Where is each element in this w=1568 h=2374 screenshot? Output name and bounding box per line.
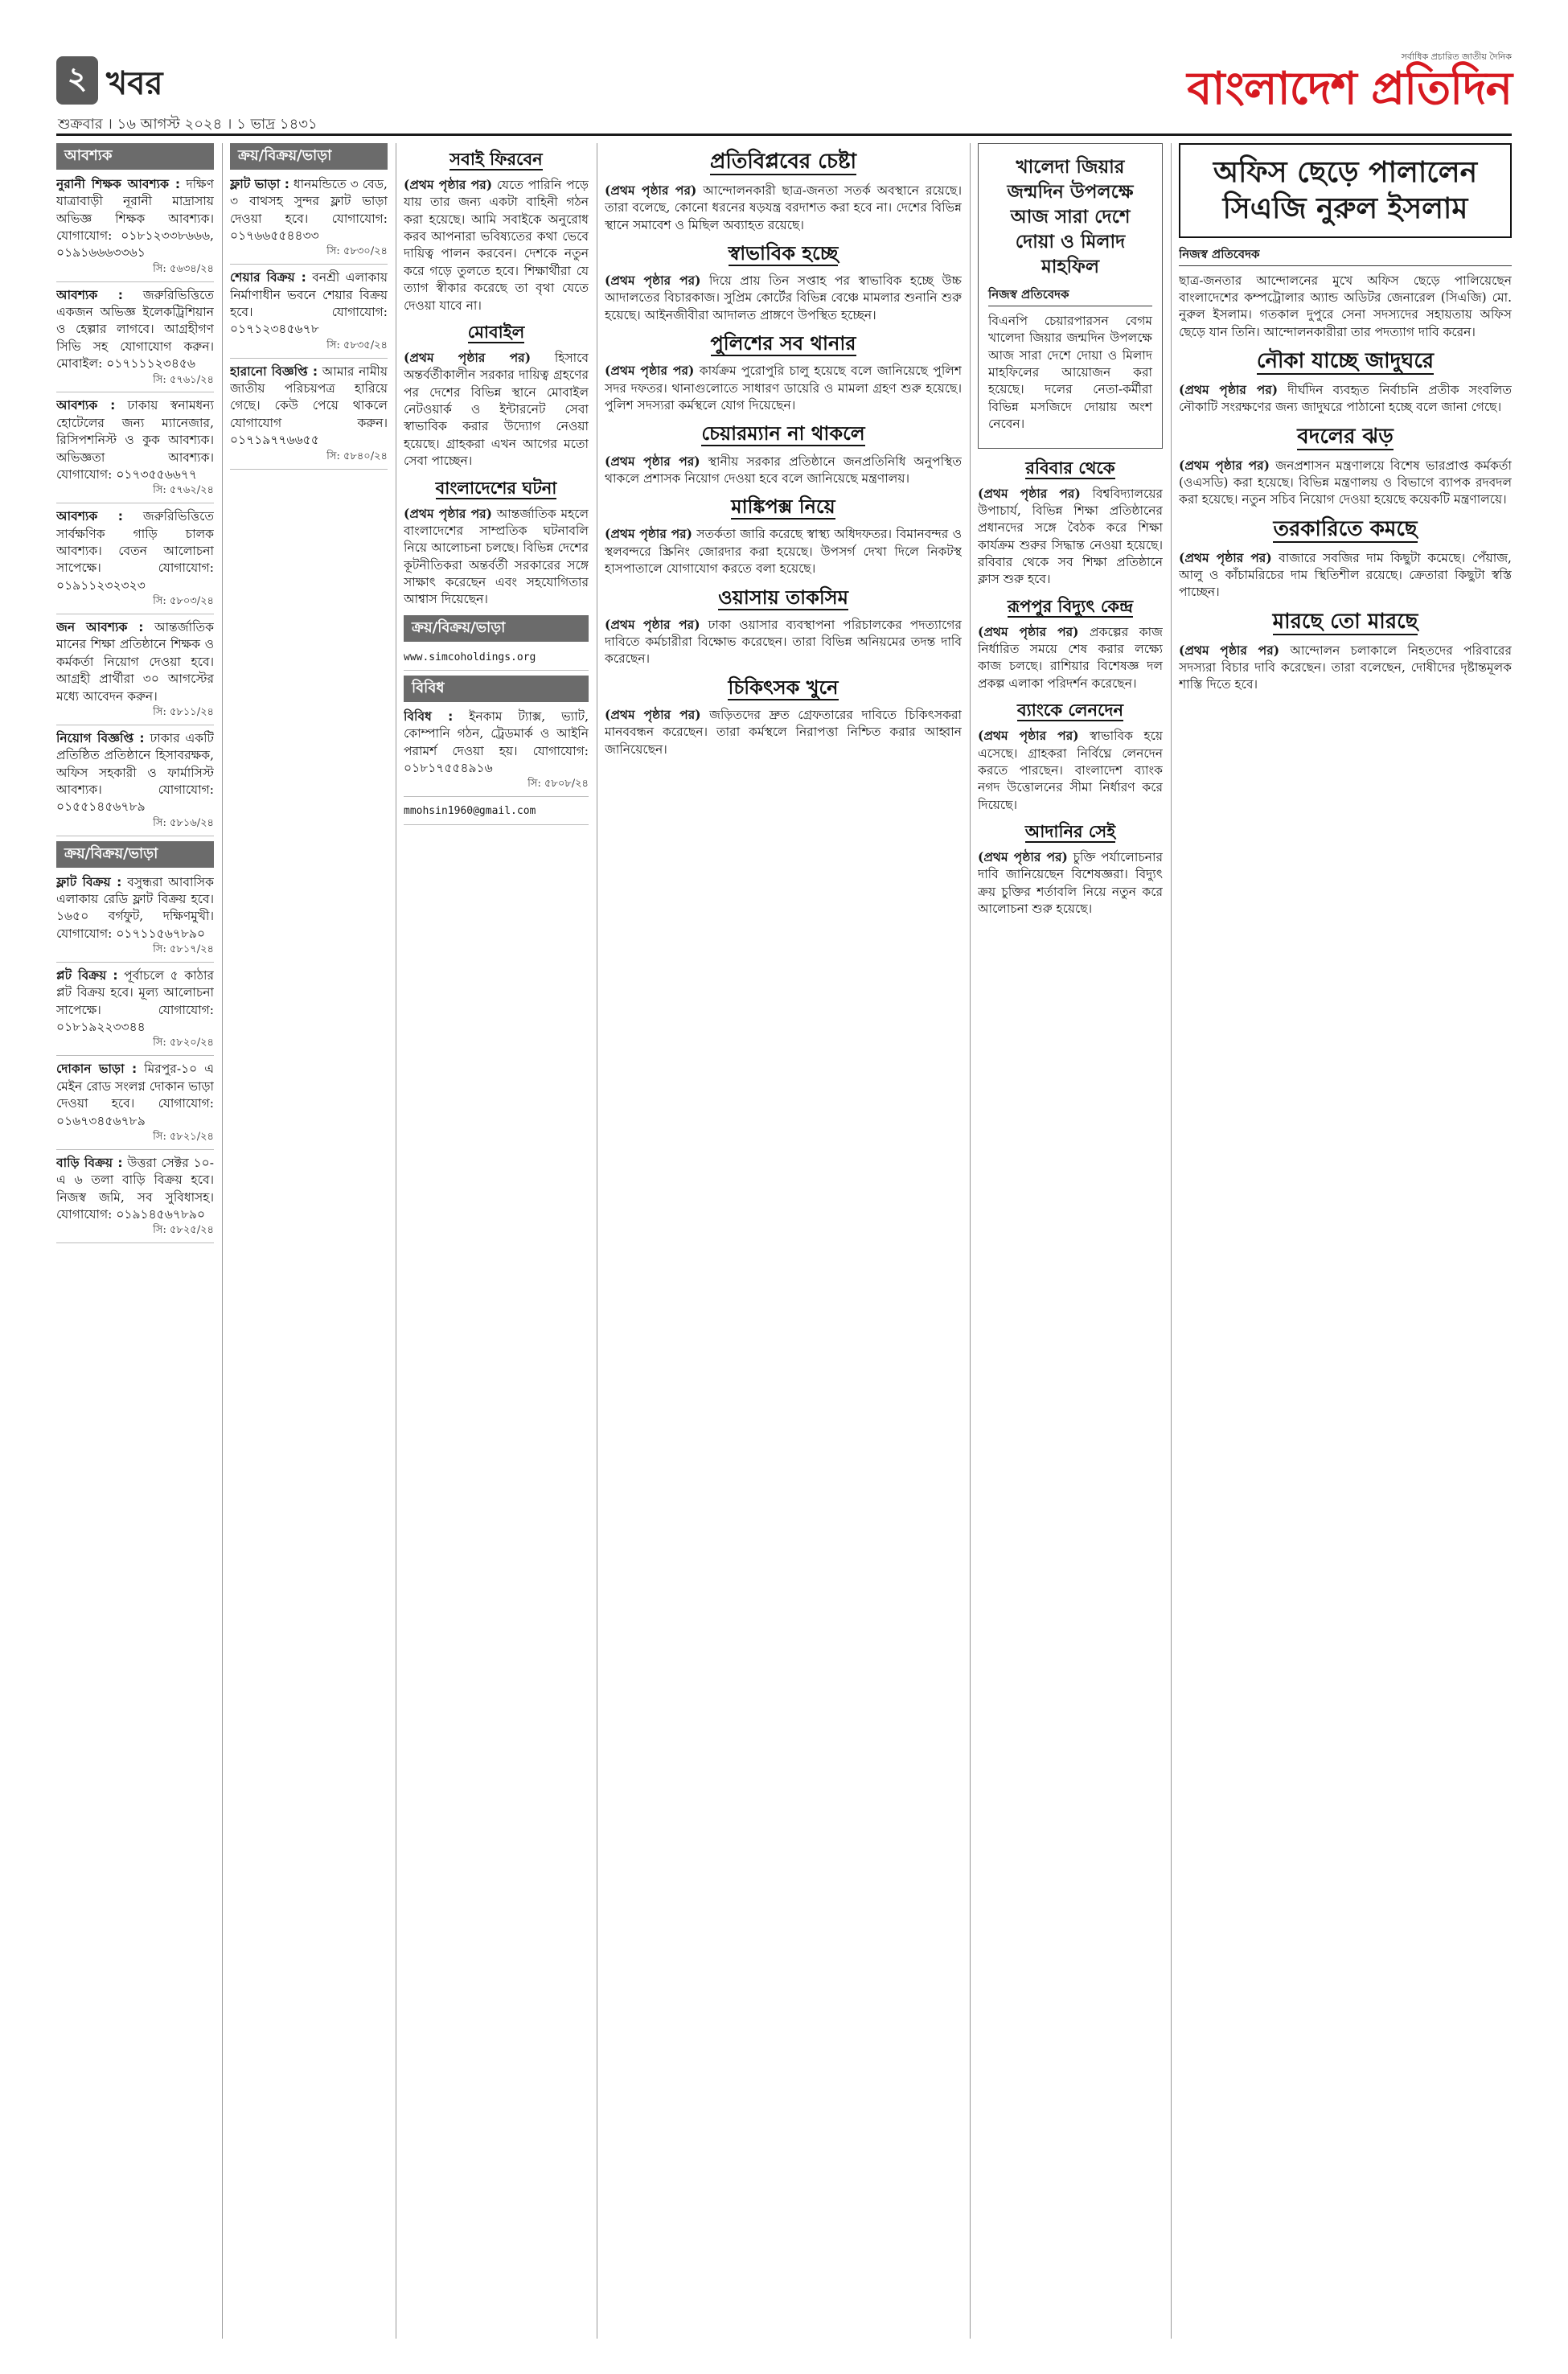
page-number: ২ xyxy=(56,56,98,105)
classified-ad: শেয়ার বিক্রয় : বনশ্রী এলাকায় নির্মাণাধীন ভবনে শেয়ার বিক্রয় হবে। যোগাযোগ: ০১৭১২৩৪৫৬৭৮ সি: ৫৮৩৫/২৪ xyxy=(230,269,388,358)
classifieds-column-1 xyxy=(56,143,214,2339)
dateline: শুক্রবার । ১৬ আগস্ট ২০২৪ । ১ ভাদ্র ১৪৩১ xyxy=(58,116,318,133)
headline-police: পুলিশের সব থানার xyxy=(710,332,856,355)
section-name: খবর xyxy=(106,65,163,102)
sale-head: ক্রয়/বিক্রয়/ভাড়া xyxy=(56,841,214,868)
classified-ad: দোকান ভাড়া : মিরপুর-১০ এ মেইন রোড সংলগ্ন দোকান ভাড়া দেওয়া হবে। যোগাযোগ: ০১৬৭৩৪৫৬৭৮৯ সি: ৫৮২১/২৪ xyxy=(56,1061,214,1149)
sale-head-3: ক্রয়/বিক্রয়/ভাড়া xyxy=(404,615,589,642)
headline-mobile: মোবাইল xyxy=(467,322,525,342)
news-column-7: অফিস ছেড়ে পালালেন সিএজি নুরুল ইসলাম নিজস্ব প্রতিবেদক ছাত্র-জনতার আন্দোলনের মুখে অফিস ছেড়ে পালিয়েছেন বাংলাদেশের কম্পট্রোলার অ্যান্ড অডিটর জেনারেল (সিএজি) মো. নুরুল ইসলাম। গতকাল দুপুরে সেনা সদস্যদের সহায়তায় অফিস ছেড়ে যান তিনি। আন্দোলনকারীরা তার পদত্যাগ দাবি করেন। নৌকা যাচ্ছে জাদুঘরে (প্রথম পৃষ্ঠার পর) দীর্ঘদিন ব্যবহৃত নির্বাচনি প্রতীক সংবলিত নৌকাটি সংরক্ষণের জন্য জাদুঘরে পাঠানো হচ্ছে বলে জানা গেছে। বদলের ঝড় (প্রথম পৃষ্ঠার পর) জনপ্রশাসন মন্ত্রণালয়ে বিশেষ ভারপ্রাপ্ত কর্মকর্তা (ওএসডি) করা হয়েছে। বিভিন্ন মন্ত্রণালয় ও বিভাগে ব্যাপক রদবদল করা হয়েছে। নতুন সচিব নিয়োগ দেওয়া হয়েছে কয়েকটি মন্ত্রণালয়ে। তরকারিতে কমছে (প্রথম পৃষ্ঠার পর) বাজারে সবজির দাম কিছুটা কমেছে। পেঁয়াজ, আলু ও কাঁচামরিচের দাম স্থিতিশীল রয়েছে। ক্রেতারা কিছুটা স্বস্তি পাচ্ছেন। মারছে তো মারছে (প্রথম পৃষ্ঠার পর) আন্দোলন চলাকালে নিহতদের পরিবারের সদস্যরা বিচার দাবি করেছেন। তারা বলেছেন, দোষীদের দৃষ্টান্তমূলক শাস্তি দিতে হবে। xyxy=(1179,143,1512,2339)
brand xyxy=(1187,50,1512,115)
classified-ad: আবশ্যক : জরুরিভিত্তিতে সার্বক্ষণিক গাড়ি চালক আবশ্যক। বেতন আলোচনা সাপেক্ষে। যোগাযোগ: ০১৯১১২৩২৩২৩ সি: ৫৮০৩/২৪ xyxy=(56,508,214,614)
header-rule xyxy=(56,133,1512,136)
classified-ad: আবশ্যক : ঢাকায় স্বনামধন্য হোটেলের জন্য ম্যানেজার, রিসিপশনিস্ট ও কুক আবশ্যক। অভিজ্ঞতা আবশ্যক। যোগাযোগ: ০১৭৩৫৫৬৬৭৭ সি: ৫৭৬২/২৪ xyxy=(56,397,214,503)
headline-bank: ব্যাংকে লেনদেন xyxy=(1016,700,1124,721)
classified-ad xyxy=(404,802,589,824)
reporter: নিজস্ব প্রতিবেদক xyxy=(1179,246,1512,266)
headline-shavabik: স্বাভাবিক হচ্ছে xyxy=(728,242,839,265)
news-column-3: সবাই ফিরবেন (প্রথম পৃষ্ঠার পর) যেতে পারিনি পড়ে যায় তার জন্য একটা বাহিনী গঠন করা হয়েছে। আমি সবাইকে অনুরোধ করব আপনারা ভবিষ্যতের কথা ভেবে দায়িত্ব পালন করবেন। দেশকে নতুন করে গড়ে তুলতে হবে। শিক্ষার্থীরা যে ত্যাগ স্বীকার করেছে তা বৃথা যেতে দেওয়া যাবে না। মোবাইল (প্রথম পৃষ্ঠার পর) হিসাবে অন্তর্বর্তীকালীন সরকার দায়িত্ব গ্রহণের পর দেশের বিভিন্ন স্থানে মোবাইল নেটওয়ার্ক ও ইন্টারনেট সেবা স্বাভাবিক করার উদ্যোগ নেওয়া হয়েছে। গ্রাহকরা এখন আগের মতো সেবা পাচ্ছেন। বাংলাদেশের ঘটনা (প্রথম পৃষ্ঠার পর) আন্তর্জাতিক মহলে বাংলাদেশের সাম্প্রতিক ঘটনাবলি নিয়ে আলোচনা চলছে। বিভিন্ন দেশের কূটনীতিকরা অন্তর্বর্তী সরকারের সঙ্গে সাক্ষাৎ করেছেন এবং সহযোগিতার আশ্বাস দিয়েছেন। ক্রয়/বিক্রয়/ভাড়া www.simcoholdings.org বিবিধ বিবিধ : ইনকাম ট্যাক্স, ভ্যাট, কোম্পানি গঠন, ট্রেডমার্ক ও আইনি পরামর্শ দেওয়া হয়। যোগাযোগ: ০১৮১৭৫৫৪৯১৬ সি: ৫৮০৮/২৪ mmohsin1960@gmail.com xyxy=(404,143,589,2339)
classified-ad: ফ্লাট ভাড়া : ধানমন্ডিতে ৩ বেড, ৩ বাথসহ সুন্দর ফ্লাট ভাড়া দেওয়া হবে। যোগাযোগ: ০১৭৬৬৫৫৪৪৩৩ সি: ৫৮৩০/২৪ xyxy=(230,176,388,265)
classified-ad: আবশ্যক : জরুরিভিত্তিতে একজন অভিজ্ঞ ইলেকট্রিশিয়ান ও হেল্পার লাগবে। আগ্রহীগণ সিভি সহ যোগাযোগ করুন। মোবাইল: ০১৭১১১২৩৪৫৬ সি: ৫৭৬১/২৪ xyxy=(56,287,214,393)
headline-bangladesher-ghotona: বাংলাদেশের ঘটনা xyxy=(435,478,557,498)
masthead xyxy=(0,0,1568,135)
headline-office-chere: অফিস ছেড়ে পালালেন সিএজি নুরুল ইসলাম xyxy=(1179,143,1512,238)
website-link[interactable]: www.simcoholdings.org xyxy=(404,651,536,663)
brand-tagline: সর্বাধিক প্রচারিত জাতীয় দৈনিক xyxy=(1401,51,1512,62)
headline-rooppur: রূপপুর বিদ্যুৎ কেন্দ্র xyxy=(1007,596,1134,616)
classified-ad: বাড়ি বিক্রয় : উত্তরা সেক্টর ১০-এ ৬ তলা বাড়ি বিক্রয় হবে। নিজস্ব জমি, সব সুবিধাসহ। যোগাযোগ: ০১৯১৪৫৬৭৮৯০ সি: ৫৮২৫/২৪ xyxy=(56,1155,214,1243)
classified-ad: নুরানী শিক্ষক আবশ্যক : দক্ষিণ যাত্রাবাড়ী নূরানী মাদ্রাসায় অভিজ্ঞ শিক্ষক আবশ্যক। যোগাযোগ: ০১৮১২৩৩৮৬৬৬, ০১৯১৬৬৬৩৩৬১ সি: ৫৬৩৪/২৪ xyxy=(56,176,214,282)
column-rule xyxy=(1171,143,1172,2339)
brand-logo: বাংলাদেশ প্রতিদিন xyxy=(1187,63,1512,115)
headline-protibiplob: প্রতিবিপ্লবের চেষ্টা xyxy=(710,150,856,174)
headline-chikitshok: চিকিৎসক খুনে xyxy=(728,676,839,699)
headline-robibar: রবিবার থেকে xyxy=(1025,458,1115,478)
headline-khaleda-zia: খালেদা জিয়ার জন্মদিন উপলক্ষে আজ সারা দেশে দোয়া ও মিলাদ মাহফিল xyxy=(1007,157,1134,278)
news-column-6: খালেদা জিয়ার জন্মদিন উপলক্ষে আজ সারা দেশে দোয়া ও মিলাদ মাহফিল নিজস্ব প্রতিবেদক বিএনপি চেয়ারপারসন বেগম খালেদা জিয়ার জন্মদিন উপলক্ষে আজ সারা দেশে দোয়া ও মিলাদ মাহফিলের আয়োজন করা হয়েছে। দলের নেতা-কর্মীরা বিভিন্ন মসজিদে দোয়ায় অংশ নেবেন। রবিবার থেকে (প্রথম পৃষ্ঠার পর) বিশ্ববিদ্যালয়ের উপাচার্য, বিভিন্ন শিক্ষা প্রতিষ্ঠানের প্রধানদের সঙ্গে বৈঠক করে শিক্ষা কার্যক্রম শুরুর সিদ্ধান্ত নেওয়া হয়েছে। রবিবার থেকে সব শিক্ষা প্রতিষ্ঠানে ক্লাস শুরু হবে। রূপপুর বিদ্যুৎ কেন্দ্র (প্রথম পৃষ্ঠার পর) প্রকল্পের কাজ নির্ধারিত সময়ে শেষ করার লক্ষ্যে কাজ চলছে। রাশিয়ার বিশেষজ্ঞ দল প্রকল্প এলাকা পরিদর্শন করেছেন। ব্যাংকে লেনদেন (প্রথম পৃষ্ঠার পর) স্বাভাবিক হয়ে এসেছে। গ্রাহকরা নির্বিঘ্নে লেনদেন করতে পারছেন। বাংলাদেশ ব্যাংক নগদ উত্তোলনের সীমা নির্ধারণ করে দিয়েছে। আদানির সেই (প্রথম পৃষ্ঠার পর) চুক্তি পর্যালোচনার দাবি জানিয়েছেন বিশেষজ্ঞরা। বিদ্যুৎ ক্রয় চুক্তির শর্তাবলি নিয়ে নতুন করে আলোচনা শুরু হয়েছে। xyxy=(978,143,1163,2339)
khaleda-zia-box: খালেদা জিয়ার জন্মদিন উপলক্ষে আজ সারা দেশে দোয়া ও মিলাদ মাহফিল নিজস্ব প্রতিবেদক বিএনপি চেয়ারপারসন বেগম খালেদা জিয়ার জন্মদিন উপলক্ষে আজ সারা দেশে দোয়া ও মিলাদ মাহফিলের আয়োজন করা হয়েছে। দলের নেতা-কর্মীরা বিভিন্ন মসজিদে দোয়ায় অংশ নেবেন। xyxy=(978,143,1163,449)
headline-marchhe: মারছে তো মারছে xyxy=(1272,609,1418,634)
headline-chairman: চেয়ারম্যান না থাকলে xyxy=(701,422,865,446)
misc-head: বিবিধ xyxy=(404,676,589,702)
email-link[interactable]: mmohsin1960@gmail.com xyxy=(404,805,536,818)
headline-bodoler-jhor: বদলের ঝড় xyxy=(1297,424,1394,449)
sale-head-2: ক্রয়/বিক্রয়/ভাড়া xyxy=(230,143,388,170)
classified-ad: প্লট বিক্রয় : পূর্বাচলে ৫ কাঠার প্লট বিক্রয় হবে। মূল্য আলোচনা সাপেক্ষে। যোগাযোগ: ০১৮১৯২২৩৩৪৪ সি: ৫৮২০/২৪ xyxy=(56,967,214,1056)
classified-ad xyxy=(404,648,589,671)
headline-monkeypox: মাঙ্কিপক্স নিয়ে xyxy=(731,495,835,519)
classified-ad: বিবিধ : ইনকাম ট্যাক্স, ভ্যাট, কোম্পানি গঠন, ট্রেডমার্ক ও আইনি পরামর্শ দেওয়া হয়। যোগাযোগ: ০১৮১৭৫৫৪৯১৬ সি: ৫৮০৮/২৪ xyxy=(404,709,589,797)
news-column-4: প্রতিবিপ্লবের চেষ্টা (প্রথম পৃষ্ঠার পর) আন্দোলনকারী ছাত্র-জনতা সতর্ক অবস্থানে রয়েছে। তারা বলেছে, কোনো ধরনের ষড়যন্ত্র বরদাশত করা হবে না। দেশের বিভিন্ন স্থানে সমাবেশ ও মিছিল অব্যাহত রয়েছে। স্বাভাবিক হচ্ছে (প্রথম পৃষ্ঠার পর) দিয়ে প্রায় তিন সপ্তাহ পর স্বাভাবিক হচ্ছে উচ্চ আদালতের বিচারকাজ। সুপ্রিম কোর্টের বিভিন্ন বেঞ্চে মামলার শুনানি শুরু হয়েছে। আইনজীবীরা আদালত প্রাঙ্গণে উপস্থিত হচ্ছেন। পুলিশের সব থানার (প্রথম পৃষ্ঠার পর) কার্যক্রম পুরোপুরি চালু হয়েছে বলে জানিয়েছে পুলিশ সদর দফতর। থানাগুলোতে সাধারণ ডায়েরি ও মামলা গ্রহণ শুরু হয়েছে। পুলিশ সদস্যরা কর্মস্থলে যোগ দিয়েছেন। চেয়ারম্যান না থাকলে (প্রথম পৃষ্ঠার পর) স্থানীয় সরকার প্রতিষ্ঠানে জনপ্রতিনিধি অনুপস্থিত থাকলে প্রশাসক নিয়োগ দেওয়া হবে বলে জানিয়েছে মন্ত্রণালয়। মাঙ্কিপক্স নিয়ে (প্রথম পৃষ্ঠার পর) সতর্কতা জারি করেছে স্বাস্থ্য অধিদফতর। বিমানবন্দর ও স্থলবন্দরে স্ক্রিনিং জোরদার করা হয়েছে। উপসর্গ দেখা দিলে নিকটস্থ হাসপাতালে যোগাযোগ করতে বলা হয়েছে। ওয়াসায় তাকসিম (প্রথম পৃষ্ঠার পর) ঢাকা ওয়াসার ব্যবস্থাপনা পরিচালকের পদত্যাগের দাবিতে কর্মচারীরা বিক্ষোভ করেছেন। তারা বিভিন্ন অনিয়মের তদন্ত দাবি করেছেন। চিকিৎসক খুনে (প্রথম পৃষ্ঠার পর) জড়িতদের দ্রুত গ্রেফতারের দাবিতে চিকিৎসকরা মানববন্ধন করেছেন। তারা কর্মস্থলে নিরাপত্তা নিশ্চিত করার আহ্বান জানিয়েছেন। xyxy=(605,150,962,757)
column-rule xyxy=(970,143,971,2339)
headline-nouka: নৌকা যাচ্ছে জাদুঘরে xyxy=(1256,349,1435,374)
classifieds-column-2 xyxy=(230,143,388,2339)
reporter: নিজস্ব প্রতিবেদক xyxy=(988,286,1152,306)
classified-ad: হারানো বিজ্ঞপ্তি : আমার নামীয় জাতীয় পরিচয়পত্র হারিয়ে গেছে। কেউ পেয়ে থাকলে যোগাযোগ করুন। ০১৭১৯৭৭৬৬৫৫ সি: ৫৮৪০/২৪ xyxy=(230,363,388,470)
headline-wasa: ওয়াসায় তাকসিম xyxy=(718,585,848,609)
classified-ad: নিয়োগ বিজ্ঞপ্তি : ঢাকার একটি প্রতিষ্ঠিত প্রতিষ্ঠানে হিসাবরক্ষক, অফিস সহকারী ও ফার্মাসিস্ট আবশ্যক। যোগাযোগ: ০১৫৫১৪৫৬৭৮৯ সি: ৫৮১৬/২৪ xyxy=(56,730,214,836)
headline-sobai-firben: সবাই ফিরবেন xyxy=(449,150,543,169)
column-rule xyxy=(222,143,223,2339)
headline-adani: আদানির সেই xyxy=(1024,822,1116,842)
classified-ad: ফ্লাট বিক্রয় : বসুন্ধরা আবাসিক এলাকায় রেডি ফ্লাট বিক্রয় হবে। ১৬৫০ বর্গফুট, দক্ষিণমুখী। যোগাযোগ: ০১৭১১৫৬৭৮৯০ সি: ৫৮১৭/২৪ xyxy=(56,874,214,963)
headline-tarkari: তরকারিতে কমছে xyxy=(1273,516,1418,541)
classified-ad: জন আবশ্যক : আন্তর্জাতিক মানের শিক্ষা প্রতিষ্ঠানে শিক্ষক ও কর্মকর্তা নিয়োগ দেওয়া হবে। আগ্রহী প্রার্থীরা ৩০ আগস্টের মধ্যে আবেদন করুন। সি: ৫৮১১/২৪ xyxy=(56,619,214,725)
jobs-head: আবশ্যক xyxy=(56,143,214,170)
